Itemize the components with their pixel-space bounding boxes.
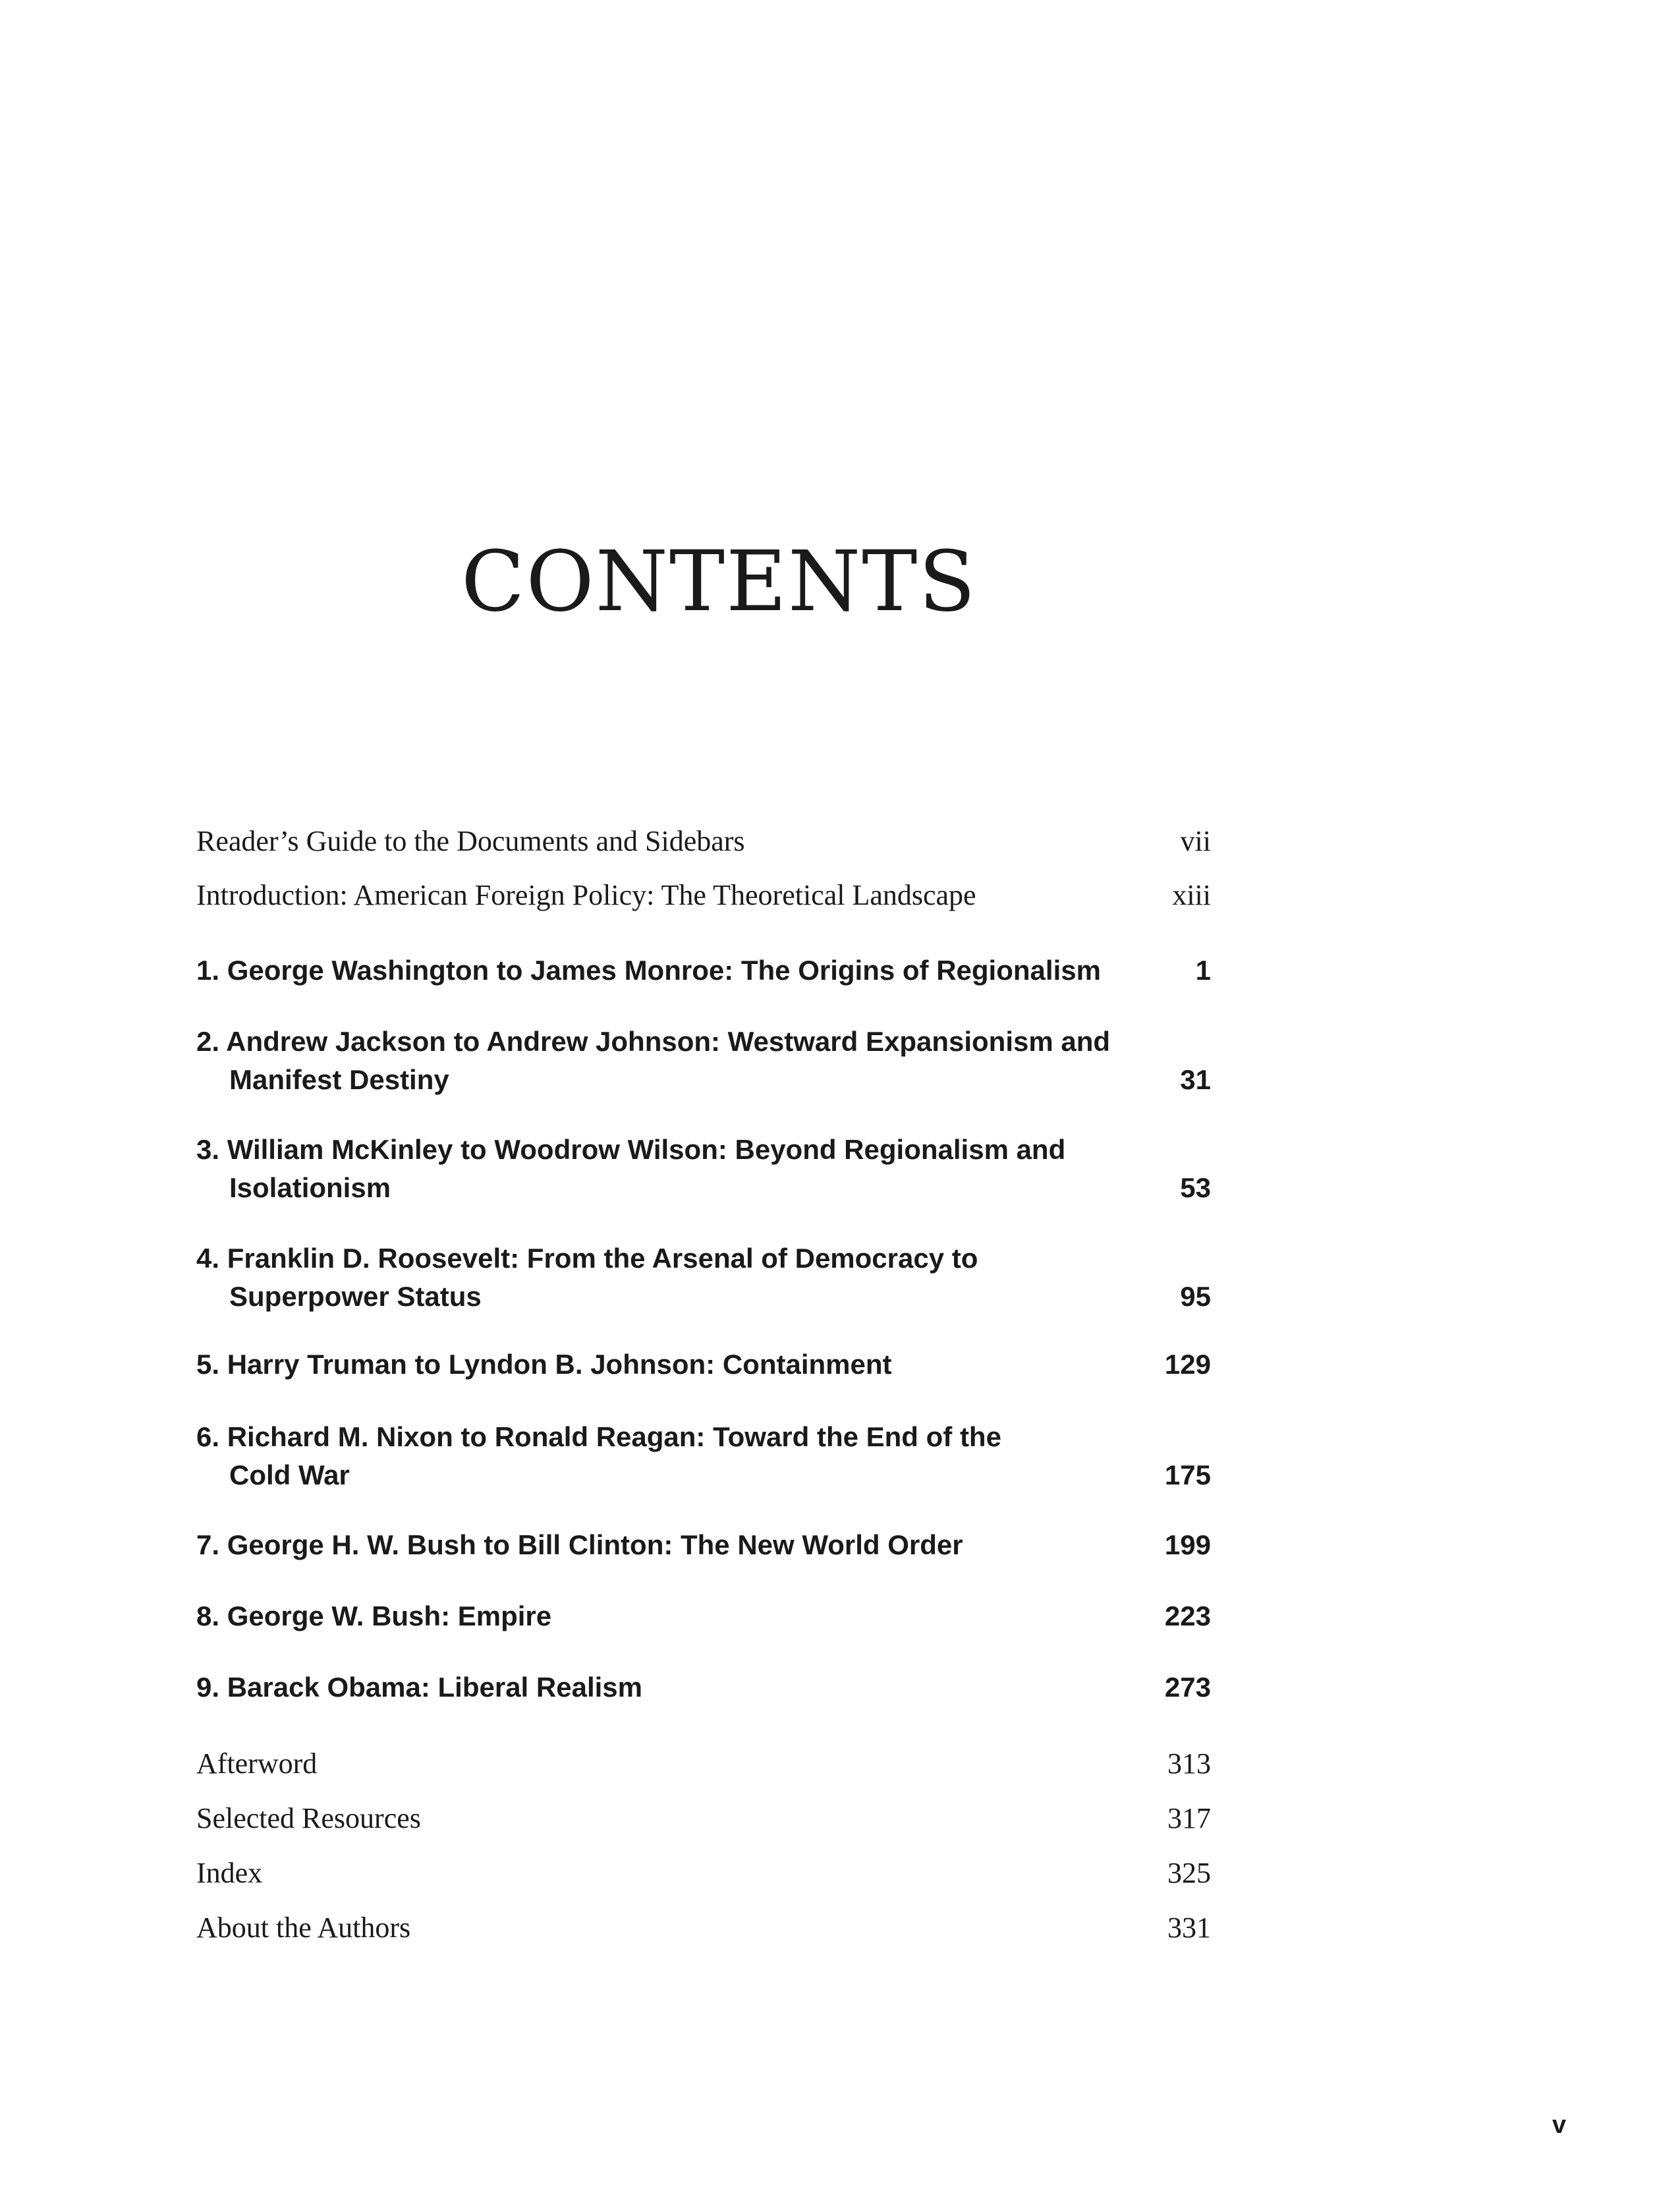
toc-entry-index[interactable] <box>196 1854 1211 1892</box>
toc-chapter-6[interactable] <box>196 1418 1211 1494</box>
toc-chapter-1[interactable] <box>196 951 1211 990</box>
toc-chapter-page: 31 <box>1180 1064 1211 1095</box>
toc-chapter-page: 129 <box>1164 1349 1211 1380</box>
toc-chapter-title: 6. Richard M. Nixon to Ronald Reagan: Toward the End of the <box>196 1421 1001 1452</box>
toc-entry-readers-guide[interactable] <box>196 822 1211 861</box>
toc-entry-about-the-authors[interactable] <box>196 1909 1211 1947</box>
toc-chapter-5[interactable] <box>196 1345 1211 1384</box>
toc-chapter-title-continued: Isolationism <box>229 1172 391 1203</box>
toc-entry-page: 325 <box>1167 1857 1211 1889</box>
toc-chapter-title: 9. Barack Obama: Liberal Realism <box>196 1672 642 1703</box>
toc-chapter-title: 7. George H. W. Bush to Bill Clinton: The New World Order <box>196 1529 963 1560</box>
toc-entry-label: Introduction: American Foreign Policy: The Theoretical Landscape <box>196 879 976 911</box>
toc-entry-page: xiii <box>1172 879 1211 911</box>
toc-chapter-title: 3. William McKinley to Woodrow Wilson: Beyond Regionalism and <box>196 1134 1066 1165</box>
toc-entry-page: vii <box>1180 825 1211 857</box>
toc-chapter-page: 175 <box>1164 1459 1211 1490</box>
toc-entry-label: About the Authors <box>196 1911 411 1944</box>
toc-chapter-8[interactable] <box>196 1597 1211 1635</box>
toc-chapter-title-continued: Manifest Destiny <box>229 1064 449 1095</box>
toc-entry-label: Selected Resources <box>196 1802 421 1834</box>
toc-chapter-4[interactable] <box>196 1239 1211 1316</box>
page-title: CONTENTS <box>461 533 977 630</box>
toc-chapter-title: 5. Harry Truman to Lyndon B. Johnson: Containment <box>196 1349 892 1380</box>
toc-chapter-9[interactable] <box>196 1668 1211 1707</box>
toc-chapter-page: 223 <box>1164 1600 1211 1631</box>
toc-chapter-page: 273 <box>1164 1672 1211 1703</box>
toc-chapter-page: 53 <box>1180 1172 1211 1203</box>
toc-entry-label: Afterword <box>196 1747 318 1780</box>
toc-entry-label: Index <box>196 1857 263 1889</box>
toc-entry-page: 331 <box>1167 1911 1211 1944</box>
toc-chapter-title-continued: Cold War <box>229 1459 350 1490</box>
toc-chapter-title-continued: Superpower Status <box>229 1281 482 1312</box>
toc-chapter-7[interactable] <box>196 1526 1211 1564</box>
toc-chapter-title: 8. George W. Bush: Empire <box>196 1600 552 1631</box>
toc-entry-page: 317 <box>1167 1802 1211 1834</box>
toc-entry-afterword[interactable] <box>196 1745 1211 1783</box>
toc-entry-selected-resources[interactable] <box>196 1799 1211 1838</box>
toc-chapter-3[interactable] <box>196 1131 1211 1207</box>
toc-entry-page: 313 <box>1167 1747 1211 1780</box>
toc-chapter-2[interactable] <box>196 1023 1211 1099</box>
page-number: v <box>1552 2111 1567 2139</box>
toc-chapter-page: 199 <box>1164 1529 1211 1560</box>
toc-chapter-page: 1 <box>1195 955 1211 986</box>
toc-chapter-title: 4. Franklin D. Roosevelt: From the Arsenal of Democracy to <box>196 1243 978 1274</box>
toc-entry-introduction[interactable] <box>196 876 1211 915</box>
toc-entry-label: Reader’s Guide to the Documents and Sidebars <box>196 825 745 857</box>
toc-chapter-title: 1. George Washington to James Monroe: The Origins of Regionalism <box>196 955 1101 986</box>
toc-chapter-page: 95 <box>1180 1281 1211 1312</box>
toc-chapter-title: 2. Andrew Jackson to Andrew Johnson: Westward Expansionism and <box>196 1026 1111 1057</box>
